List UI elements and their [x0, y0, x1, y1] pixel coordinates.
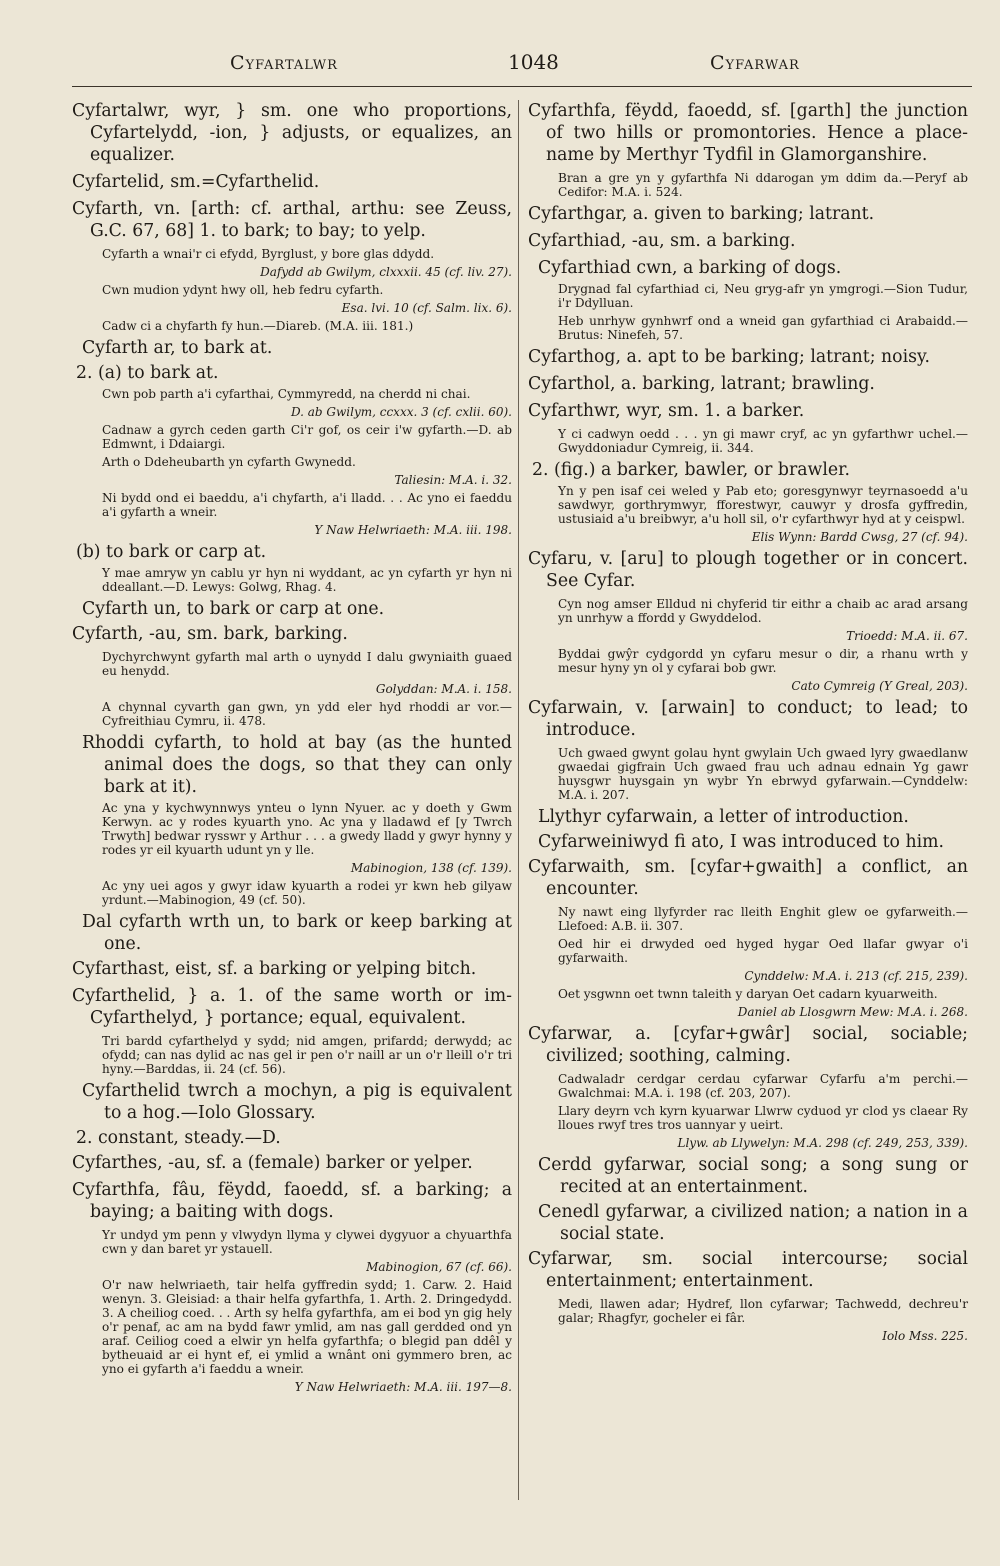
running-head-right: Cyfarwar	[710, 52, 800, 74]
dictionary-quote: Y mae amryw yn cablu yr hyn ni wyddant, ac yn cyfarth yr hyn ni ddeallant.—D. Lewys: Golwg, Rhag. 4.	[102, 566, 512, 594]
dictionary-cite: Daniel ab Llosgwrn Mew: M.A. i. 268.	[737, 1005, 968, 1019]
dictionary-quote: Arth o Ddeheubarth yn cyfarth Gwynedd.	[102, 455, 356, 469]
dictionary-cite: Elis Wynn: Bardd Cwsg, 27 (cf. 94).	[751, 530, 968, 544]
dictionary-cite: Trioedd: M.A. ii. 67.	[846, 629, 968, 643]
dictionary-entry: Cyfaru, v. [aru] to plough together or in concert. See Cyfar.	[528, 549, 968, 591]
dictionary-entry: Cyfarthol, a. barking, latrant; brawling.	[528, 374, 875, 394]
dictionary-entry: Cyfarwar, sm. social intercourse; social entertainment; entertainment.	[528, 1249, 968, 1291]
dictionary-entry: Cyfarth, vn. [arth: cf. arthal, arthu: see Zeuss, G.C. 67, 68] 1. to bark; to bay; to yelp.	[72, 199, 512, 241]
dictionary-quote: Cyfarth a wnai'r ci efydd, Byrglust, y bore glas ddydd.	[102, 247, 435, 261]
dictionary-sub: Cyfarth ar, to bark at.	[82, 338, 273, 358]
dictionary-quote: Cwn pob parth a'i cyfarthai, Cymmyredd, na cherdd ni chai.	[102, 387, 471, 401]
dictionary-entry: Cyfarthfa, fëydd, faoedd, sf. [garth] the junction of two hills or promontories. Hence a place-name by Merthyr Tydfil in Glamorganshire.	[528, 101, 968, 165]
dictionary-quote: Uch gwaed gwynt golau hynt gwylain Uch gwaed lyry gwaedlanw gwaedai gigfrain Uch gwaed frau uch adnau ednain Yg gawr huysgwr huysgain yn wybr Yn ebrwyd gyfarwain.—Cynddelw: M.A. i. 207.	[558, 746, 968, 802]
dictionary-cite: Mabinogion, 67 (cf. 66).	[366, 1260, 512, 1274]
dictionary-cite: D. ab Gwilym, ccxxx. 3 (cf. cxlii. 60).	[290, 405, 512, 419]
dictionary-quote: Bran a gre yn y gyfarthfa Ni ddarogan ym ddim da.—Peryf ab Cedifor: M.A. i. 524.	[558, 171, 968, 199]
dictionary-quote: Drygnad fal cyfarthiad ci, Neu gryg-afr yn ymgrogi.—Sion Tudur, i'r Ddylluan.	[558, 282, 968, 310]
dictionary-entry: Cyfarthgar, a. given to barking; latrant.	[528, 204, 875, 224]
dictionary-num: (b) to bark or carp at.	[76, 542, 267, 562]
dictionary-sub: Cyfarthelid twrch a mochyn, a pig is equivalent to a hog.—Iolo Glossary.	[82, 1081, 512, 1123]
header-rule	[72, 86, 972, 87]
column-divider	[518, 100, 519, 1500]
dictionary-cite: Dafydd ab Gwilym, clxxxii. 45 (cf. liv. 27).	[260, 265, 512, 279]
dictionary-sub: Cyfarthiad cwn, a barking of dogs.	[538, 258, 842, 278]
dictionary-cite: Cato Cymreig (Y Greal, 203).	[791, 679, 968, 693]
dictionary-quote: Tri bardd cyfarthelyd y sydd; nid amgen, prifardd; derwydd; ac ofydd; can nas dylid ac nas gel ir pen o'r naill ar un o'r lleill o'r tri hyny.—Barddas, ii. 24 (cf. 56).	[102, 1034, 512, 1076]
dictionary-quote: Y ci cadwyn oedd . . . yn gi mawr cryf, ac yn gyfarthwr uchel.—Gwyddoniadur Cymreig, ii. 344.	[558, 427, 968, 455]
dictionary-cite: Mabinogion, 138 (cf. 139).	[350, 861, 512, 875]
right-column	[528, 100, 968, 1347]
dictionary-sub: Cyfarth un, to bark or carp at one.	[82, 599, 385, 619]
dictionary-cite: Y Naw Helwriaeth: M.A. iii. 198.	[314, 523, 512, 537]
dictionary-entry: Cyfartalwr, wyr, } sm. one who proportions, Cyfartelydd, -ion, } adjusts, or equalizes, an equalizer.	[72, 101, 512, 165]
dictionary-quote: Cwn mudion ydynt hwy oll, heb fedru cyfarth.	[102, 283, 384, 297]
dictionary-entry: Cyfarth, -au, sm. bark, barking.	[72, 624, 348, 644]
dictionary-cite: Esa. lvi. 10 (cf. Salm. lix. 6).	[341, 301, 512, 315]
dictionary-cite: Y Naw Helwriaeth: M.A. iii. 197—8.	[294, 1380, 512, 1394]
dictionary-quote: Ac yna y kychwynnwys ynteu o lynn Nyuer. ac y doeth y Gwm Kerwyn. ac y rodes kyuarth yno. Ac yna y lladawd ef [y Twrch Trwyth] bedwar rysswr y Arthur . . . a gwedy lladd y gwyr hynny y rodes yr eil kyuarth udunt yn y lle.	[102, 801, 512, 857]
dictionary-quote: Llary deyrn vch kyrn kyuarwar Llwrw cyduod yr clod ys claear Ry lloues rwyf tres tros uannyar y ueirt.	[558, 1104, 968, 1132]
dictionary-entry: Cyfarthiad, -au, sm. a barking.	[528, 231, 796, 251]
dictionary-sub: Rhoddi cyfarth, to hold at bay (as the hunted animal does the dogs, so that they can only bark at it).	[82, 733, 512, 797]
dictionary-quote: Cadwaladr cerdgar cerdau cyfarwar Cyfarfu a'm perchi.—Gwalchmai: M.A. i. 198 (cf. 203, 207).	[558, 1072, 968, 1100]
dictionary-entry: Cyfarthes, -au, sf. a (female) barker or yelper.	[72, 1153, 473, 1173]
dictionary-quote: Oet ysgwnn oet twnn taleith y daryan Oet cadarn kyuarweith.	[558, 987, 938, 1001]
left-column	[72, 100, 512, 1398]
dictionary-quote: Yr undyd ym penn y vlwydyn llyma y clywei dygyuor a chyuarthfa cwn y dan baret yr ystauell.	[102, 1228, 512, 1256]
dictionary-quote: Heb unrhyw gynhwrf ond a wneid gan gyfarthiad ci Arabaidd.—Brutus: Ninefeh, 57.	[558, 314, 968, 342]
dictionary-num: 2. (fig.) a barker, bawler, or brawler.	[532, 460, 850, 480]
dictionary-entry: Cyfarthwr, wyr, sm. 1. a barker.	[528, 401, 805, 421]
dictionary-quote: Ac yny uei agos y gwyr idaw kyuarth a rodei yr kwn heb gilyaw yrdunt.—Mabinogion, 49 (cf. 50).	[102, 879, 512, 907]
dictionary-cite: Taliesin: M.A. i. 32.	[394, 473, 512, 487]
dictionary-sub: Cyfarweiniwyd fi ato, I was introduced to him.	[538, 832, 944, 852]
dictionary-entry: Cyfarwain, v. [arwain] to conduct; to lead; to introduce.	[528, 698, 968, 740]
dictionary-entry: Cyfarwar, a. [cyfar+gwâr] social, sociable; civilized; soothing, calming.	[528, 1024, 968, 1066]
dictionary-quote: Yn y pen isaf cei weled y Pab eto; goresgynwyr teyrnasoedd a'u sawdwyr, gorthrymwyr, fforestwyr, cauwyr y drosfa gyffredin, ustusiaid a'u breibwyr, a'u holl sil, o'r cyfarthwyr hyd at y ceispwl.	[558, 484, 968, 526]
dictionary-quote: Cyn nog amser Elldud ni chyferid tir eithr a chaib ac arad arsang yn unrhyw a ffordd y Gwyddelod.	[558, 597, 968, 625]
dictionary-quote: Ni bydd ond ei baeddu, a'i chyfarth, a'i lladd. . . Ac yno ei faeddu a'i gyfarth a wneir.	[102, 491, 512, 519]
dictionary-quote: Oed hir ei drwyded oed hyged hygar Oed llafar gwyar o'i gyfarwaith.	[558, 937, 968, 965]
dictionary-cite: Iolo Mss. 225.	[882, 1329, 968, 1343]
dictionary-entry: Cyfarthfa, fâu, fëydd, faoedd, sf. a barking; a baying; a baiting with dogs.	[72, 1180, 512, 1222]
dictionary-cite: Llyw. ab Llywelyn: M.A. 298 (cf. 249, 253, 339).	[677, 1136, 968, 1150]
dictionary-num: 2. (a) to bark at.	[76, 363, 219, 383]
dictionary-quote: Byddai gwŷr cydgordd yn cyfaru mesur o dir, a rhanu wrth y mesur hyny yn ol y cyfarai bob gwr.	[558, 647, 968, 675]
dictionary-sub: Cerdd gyfarwar, social song; a song sung or recited at an entertainment.	[538, 1155, 968, 1197]
dictionary-sub: Cenedl gyfarwar, a civilized nation; a nation in a social state.	[538, 1202, 968, 1244]
dictionary-sub: Dal cyfarth wrth un, to bark or keep barking at one.	[82, 912, 512, 954]
dictionary-num: 2. constant, steady.—D.	[76, 1128, 281, 1148]
dictionary-entry: Cyfarthelid, } a. 1. of the same worth or im- Cyfarthelyd, } portance; equal, equivalent.	[72, 986, 512, 1028]
dictionary-cite: Cynddelw: M.A. i. 213 (cf. 215, 239).	[744, 969, 968, 983]
dictionary-entry: Cyfarthast, eist, sf. a barking or yelping bitch.	[72, 959, 477, 979]
running-head-left: Cyfartalwr	[230, 52, 338, 74]
dictionary-quote: Dychyrchwynt gyfarth mal arth o uynydd I dalu gwyniaith guaed eu henydd.	[102, 650, 512, 678]
dictionary-entry: Cyfarwaith, sm. [cyfar+gwaith] a conflict, an encounter.	[528, 857, 968, 899]
dictionary-cite: Golyddan: M.A. i. 158.	[375, 682, 512, 696]
dictionary-entry: Cyfartelid, sm.=Cyfarthelid.	[72, 172, 320, 192]
page-header	[70, 46, 960, 76]
dictionary-quote: Medi, llawen adar; Hydref, llon cyfarwar; Tachwedd, dechreu'r galar; Rhagfyr, gocheler ei fâr.	[558, 1297, 968, 1325]
dictionary-entry: Cyfarthog, a. apt to be barking; latrant; noisy.	[528, 347, 930, 367]
dictionary-quote: A chynnal cyvarth gan gwn, yn ydd eler hyd rhoddi ar vor.—Cyfreithiau Cymru, ii. 478.	[102, 700, 512, 728]
page-number: 1048	[508, 50, 559, 74]
dictionary-quote: Ny nawt eing llyfyrder rac lleith Enghit glew oe gyfarweith.—Llefoed: A.B. ii. 307.	[558, 905, 968, 933]
dictionary-quote: O'r naw helwriaeth, tair helfa gyffredin sydd; 1. Carw. 2. Haid wenyn. 3. Gleisiad: a thair helfa gyfarthfa, 1. Arth. 2. Dringedydd. 3. A cheiliog coed. . . Arth sy helfa gyfarthfa, am ei bod yn gig hely o'r penaf, ac am na bydd fawr ymlid, am nas gall gerdded ond yn araf. Ceiliog coed a elwir yn helfa gyfarthfa; o blegid pan ddêl y bytheuaid ar ei hynt ef, ei ymlid a wnânt oni gymmero bren, ac yno ei gyfarth a'i faeddu a wneir.	[102, 1278, 512, 1376]
dictionary-quote: Cadnaw a gyrch ceden garth Ci'r gof, os ceir i'w gyfarth.—D. ab Edmwnt, i Ddaiargi.	[102, 423, 512, 451]
dictionary-sub: Llythyr cyfarwain, a letter of introduction.	[538, 807, 909, 827]
dictionary-quote: Cadw ci a chyfarth fy hun.—Diareb. (M.A. iii. 181.)	[102, 319, 414, 333]
